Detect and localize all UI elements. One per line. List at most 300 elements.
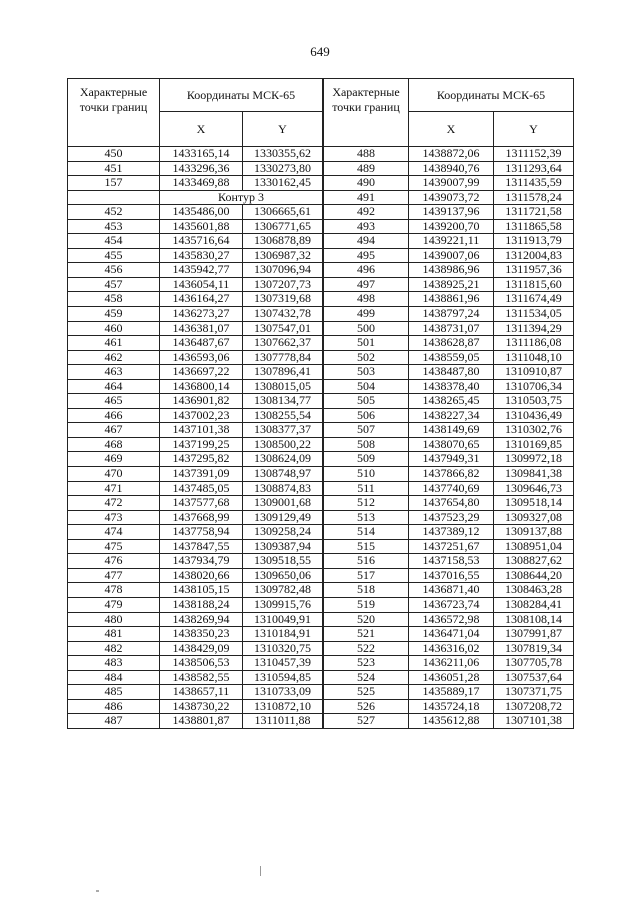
table-row bbox=[68, 437, 323, 452]
y-cell: 1311534,05 bbox=[494, 307, 574, 322]
point-cell: 525 bbox=[324, 685, 409, 700]
y-cell: 1307896,41 bbox=[243, 365, 323, 380]
point-cell: 502 bbox=[324, 350, 409, 365]
x-cell: 1439007,06 bbox=[409, 248, 494, 263]
table-row bbox=[324, 248, 574, 263]
x-cell: 1436487,67 bbox=[160, 336, 243, 351]
table-row bbox=[324, 670, 574, 685]
point-cell: 478 bbox=[68, 583, 160, 598]
scan-dot bbox=[96, 890, 99, 892]
y-cell: 1310320,75 bbox=[243, 641, 323, 656]
y-cell: 1307819,34 bbox=[494, 641, 574, 656]
table-row bbox=[68, 307, 323, 322]
y-cell: 1307991,87 bbox=[494, 627, 574, 642]
table-row bbox=[68, 685, 323, 700]
point-cell: 480 bbox=[68, 612, 160, 627]
table-row bbox=[324, 641, 574, 656]
point-cell: 479 bbox=[68, 597, 160, 612]
y-cell: 1309387,94 bbox=[243, 539, 323, 554]
x-cell: 1439137,96 bbox=[409, 205, 494, 220]
table-row bbox=[324, 597, 574, 612]
table-row bbox=[68, 481, 323, 496]
y-cell: 1310733,09 bbox=[243, 685, 323, 700]
x-cell: 1435724,18 bbox=[409, 699, 494, 714]
table-row bbox=[324, 525, 574, 540]
point-cell: 511 bbox=[324, 481, 409, 496]
x-cell: 1436871,40 bbox=[409, 583, 494, 598]
y-cell: 1307662,37 bbox=[243, 336, 323, 351]
point-cell: 526 bbox=[324, 699, 409, 714]
point-cell: 456 bbox=[68, 263, 160, 278]
y-header: Y bbox=[494, 112, 574, 147]
y-cell: 1330355,62 bbox=[243, 147, 323, 162]
table-row bbox=[68, 525, 323, 540]
point-cell: 515 bbox=[324, 539, 409, 554]
point-cell: 512 bbox=[324, 496, 409, 511]
x-cell: 1435942,77 bbox=[160, 263, 243, 278]
x-cell: 1438801,87 bbox=[160, 714, 243, 729]
point-cell: 467 bbox=[68, 423, 160, 438]
x-cell: 1438657,11 bbox=[160, 685, 243, 700]
x-cell: 1438487,80 bbox=[409, 365, 494, 380]
point-cell: 471 bbox=[68, 481, 160, 496]
x-cell: 1438986,96 bbox=[409, 263, 494, 278]
point-cell: 513 bbox=[324, 510, 409, 525]
x-cell: 1433469,88 bbox=[160, 176, 243, 191]
y-cell: 1330162,45 bbox=[243, 176, 323, 191]
y-cell: 1308134,77 bbox=[243, 394, 323, 409]
x-cell: 1439007,99 bbox=[409, 176, 494, 191]
table-row bbox=[68, 234, 323, 249]
table-row bbox=[68, 161, 323, 176]
point-cell: 469 bbox=[68, 452, 160, 467]
y-cell: 1310594,85 bbox=[243, 670, 323, 685]
y-cell: 1308255,54 bbox=[243, 408, 323, 423]
coords-header: Координаты МСК-65 bbox=[160, 79, 323, 112]
table-row bbox=[68, 394, 323, 409]
x-cell: 1436697,22 bbox=[160, 365, 243, 380]
table-row bbox=[68, 714, 323, 729]
x-cell: 1436273,27 bbox=[160, 307, 243, 322]
x-cell: 1436593,06 bbox=[160, 350, 243, 365]
y-cell: 1307096,94 bbox=[243, 263, 323, 278]
x-cell: 1438861,96 bbox=[409, 292, 494, 307]
table-row bbox=[68, 496, 323, 511]
coords-header: Координаты МСК-65 bbox=[409, 79, 574, 112]
table-row bbox=[324, 292, 574, 307]
x-cell: 1436211,06 bbox=[409, 656, 494, 671]
point-cell: 472 bbox=[68, 496, 160, 511]
y-cell: 1310910,87 bbox=[494, 365, 574, 380]
y-cell: 1310457,39 bbox=[243, 656, 323, 671]
point-cell: 490 bbox=[324, 176, 409, 191]
y-cell: 1311186,08 bbox=[494, 336, 574, 351]
y-cell: 1309129,49 bbox=[243, 510, 323, 525]
point-cell: 509 bbox=[324, 452, 409, 467]
x-cell: 1437847,55 bbox=[160, 539, 243, 554]
x-cell: 1437002,23 bbox=[160, 408, 243, 423]
x-header: X bbox=[409, 112, 494, 147]
table-row bbox=[324, 481, 574, 496]
point-cell: 519 bbox=[324, 597, 409, 612]
table-row bbox=[68, 670, 323, 685]
table-row bbox=[324, 307, 574, 322]
y-cell: 1309915,76 bbox=[243, 597, 323, 612]
x-cell: 1437389,12 bbox=[409, 525, 494, 540]
y-cell: 1306665,61 bbox=[243, 205, 323, 220]
y-cell: 1307207,73 bbox=[243, 277, 323, 292]
point-cell: 453 bbox=[68, 219, 160, 234]
y-cell: 1308463,28 bbox=[494, 583, 574, 598]
table-row bbox=[324, 496, 574, 511]
x-cell: 1437949,31 bbox=[409, 452, 494, 467]
y-cell: 1311815,60 bbox=[494, 277, 574, 292]
table-row bbox=[324, 685, 574, 700]
x-cell: 1437016,55 bbox=[409, 568, 494, 583]
table-row bbox=[324, 612, 574, 627]
y-cell: 1307778,84 bbox=[243, 350, 323, 365]
table-body-right bbox=[324, 147, 574, 729]
y-cell: 1311957,36 bbox=[494, 263, 574, 278]
table-row bbox=[324, 234, 574, 249]
x-cell: 1438797,24 bbox=[409, 307, 494, 322]
table-row bbox=[324, 365, 574, 380]
x-cell: 1437391,09 bbox=[160, 467, 243, 482]
y-cell: 1309972,18 bbox=[494, 452, 574, 467]
y-cell: 1307547,01 bbox=[243, 321, 323, 336]
x-cell: 1437668,99 bbox=[160, 510, 243, 525]
point-cell: 504 bbox=[324, 379, 409, 394]
x-cell: 1437101,38 bbox=[160, 423, 243, 438]
x-cell: 1438020,66 bbox=[160, 568, 243, 583]
table-row bbox=[68, 423, 323, 438]
y-cell: 1311913,79 bbox=[494, 234, 574, 249]
y-cell: 1309327,08 bbox=[494, 510, 574, 525]
table-row bbox=[324, 263, 574, 278]
x-cell: 1433165,14 bbox=[160, 147, 243, 162]
table-row bbox=[68, 263, 323, 278]
x-cell: 1438149,69 bbox=[409, 423, 494, 438]
table-row bbox=[68, 568, 323, 583]
point-cell: 468 bbox=[68, 437, 160, 452]
y-cell: 1308377,37 bbox=[243, 423, 323, 438]
point-cell: 486 bbox=[68, 699, 160, 714]
page-number: 649 bbox=[310, 44, 330, 59]
scan-mark bbox=[260, 866, 261, 876]
point-cell: 476 bbox=[68, 554, 160, 569]
table-row bbox=[68, 539, 323, 554]
table-row bbox=[324, 161, 574, 176]
x-cell: 1435601,88 bbox=[160, 219, 243, 234]
point-cell: 492 bbox=[324, 205, 409, 220]
point-cell: 527 bbox=[324, 714, 409, 729]
table-row bbox=[324, 423, 574, 438]
y-cell: 1330273,80 bbox=[243, 161, 323, 176]
points-header: Характерные точки границ bbox=[68, 79, 160, 147]
table-row bbox=[68, 190, 323, 205]
y-cell: 1307705,78 bbox=[494, 656, 574, 671]
x-cell: 1438350,23 bbox=[160, 627, 243, 642]
point-cell: 455 bbox=[68, 248, 160, 263]
y-cell: 1311578,24 bbox=[494, 190, 574, 205]
y-cell: 1307371,75 bbox=[494, 685, 574, 700]
point-cell: 507 bbox=[324, 423, 409, 438]
point-cell: 501 bbox=[324, 336, 409, 351]
y-header: Y bbox=[243, 112, 323, 147]
x-cell: 1435889,17 bbox=[409, 685, 494, 700]
point-cell: 508 bbox=[324, 437, 409, 452]
y-cell: 1310436,49 bbox=[494, 408, 574, 423]
point-cell: 493 bbox=[324, 219, 409, 234]
table-row bbox=[324, 714, 574, 729]
x-header: X bbox=[160, 112, 243, 147]
x-cell: 1436381,07 bbox=[160, 321, 243, 336]
point-cell: 474 bbox=[68, 525, 160, 540]
point-cell: 498 bbox=[324, 292, 409, 307]
table-row bbox=[324, 277, 574, 292]
table-row bbox=[68, 699, 323, 714]
x-cell: 1438730,22 bbox=[160, 699, 243, 714]
y-cell: 1309001,68 bbox=[243, 496, 323, 511]
x-cell: 1437758,94 bbox=[160, 525, 243, 540]
point-cell: 485 bbox=[68, 685, 160, 700]
point-cell: 482 bbox=[68, 641, 160, 656]
table-row bbox=[68, 336, 323, 351]
y-cell: 1310049,91 bbox=[243, 612, 323, 627]
x-cell: 1438559,05 bbox=[409, 350, 494, 365]
y-cell: 1311394,29 bbox=[494, 321, 574, 336]
x-cell: 1435716,64 bbox=[160, 234, 243, 249]
table-row bbox=[324, 336, 574, 351]
point-cell: 475 bbox=[68, 539, 160, 554]
point-cell: 524 bbox=[324, 670, 409, 685]
table-row bbox=[324, 190, 574, 205]
x-cell: 1436723,74 bbox=[409, 597, 494, 612]
y-cell: 1309646,73 bbox=[494, 481, 574, 496]
point-cell: 483 bbox=[68, 656, 160, 671]
x-cell: 1438188,24 bbox=[160, 597, 243, 612]
table-row bbox=[68, 641, 323, 656]
table-row bbox=[68, 292, 323, 307]
point-cell: 488 bbox=[324, 147, 409, 162]
table-row bbox=[324, 583, 574, 598]
x-cell: 1438269,94 bbox=[160, 612, 243, 627]
y-cell: 1309650,06 bbox=[243, 568, 323, 583]
x-cell: 1437866,82 bbox=[409, 467, 494, 482]
point-cell: 484 bbox=[68, 670, 160, 685]
table-row bbox=[68, 467, 323, 482]
table-row bbox=[324, 510, 574, 525]
x-cell: 1435830,27 bbox=[160, 248, 243, 263]
x-cell: 1436164,27 bbox=[160, 292, 243, 307]
point-cell: 510 bbox=[324, 467, 409, 482]
x-cell: 1437251,67 bbox=[409, 539, 494, 554]
point-cell: 464 bbox=[68, 379, 160, 394]
y-cell: 1308827,62 bbox=[494, 554, 574, 569]
y-cell: 1307537,64 bbox=[494, 670, 574, 685]
x-cell: 1436054,11 bbox=[160, 277, 243, 292]
point-cell: 522 bbox=[324, 641, 409, 656]
point-cell: 489 bbox=[324, 161, 409, 176]
point-cell: 487 bbox=[68, 714, 160, 729]
contour-label: Контур 3 bbox=[160, 190, 323, 205]
table-row bbox=[68, 408, 323, 423]
table-row bbox=[324, 452, 574, 467]
point-cell: 503 bbox=[324, 365, 409, 380]
y-cell: 1310169,85 bbox=[494, 437, 574, 452]
point-cell: 451 bbox=[68, 161, 160, 176]
y-cell: 1308284,41 bbox=[494, 597, 574, 612]
y-cell: 1306771,65 bbox=[243, 219, 323, 234]
y-cell: 1308624,09 bbox=[243, 452, 323, 467]
x-cell: 1437654,80 bbox=[409, 496, 494, 511]
point-cell: 157 bbox=[68, 176, 160, 191]
y-cell: 1311865,58 bbox=[494, 219, 574, 234]
table-row bbox=[324, 627, 574, 642]
coordinates-table-left bbox=[67, 78, 323, 729]
x-cell: 1438506,53 bbox=[160, 656, 243, 671]
point-cell: 458 bbox=[68, 292, 160, 307]
x-cell: 1439221,11 bbox=[409, 234, 494, 249]
x-cell: 1438731,07 bbox=[409, 321, 494, 336]
point-cell: 460 bbox=[68, 321, 160, 336]
point-cell: 520 bbox=[324, 612, 409, 627]
x-cell: 1436316,02 bbox=[409, 641, 494, 656]
x-cell: 1437199,25 bbox=[160, 437, 243, 452]
x-cell: 1438582,55 bbox=[160, 670, 243, 685]
x-cell: 1436572,98 bbox=[409, 612, 494, 627]
y-cell: 1308644,20 bbox=[494, 568, 574, 583]
y-cell: 1311152,39 bbox=[494, 147, 574, 162]
x-cell: 1436051,28 bbox=[409, 670, 494, 685]
x-cell: 1437295,82 bbox=[160, 452, 243, 467]
x-cell: 1433296,36 bbox=[160, 161, 243, 176]
table-row bbox=[324, 205, 574, 220]
point-cell: 506 bbox=[324, 408, 409, 423]
table-row bbox=[68, 612, 323, 627]
y-cell: 1307208,72 bbox=[494, 699, 574, 714]
x-cell: 1438925,21 bbox=[409, 277, 494, 292]
x-cell: 1438227,34 bbox=[409, 408, 494, 423]
point-cell: 463 bbox=[68, 365, 160, 380]
point-cell: 461 bbox=[68, 336, 160, 351]
point-cell: 523 bbox=[324, 656, 409, 671]
table-row bbox=[68, 379, 323, 394]
x-cell: 1438940,76 bbox=[409, 161, 494, 176]
point-cell: 499 bbox=[324, 307, 409, 322]
point-cell: 462 bbox=[68, 350, 160, 365]
coordinates-tables bbox=[67, 78, 574, 729]
table-row bbox=[68, 554, 323, 569]
cell-empty bbox=[68, 190, 160, 205]
table-row bbox=[324, 656, 574, 671]
point-cell: 521 bbox=[324, 627, 409, 642]
x-cell: 1438070,65 bbox=[409, 437, 494, 452]
table-row bbox=[324, 568, 574, 583]
point-cell: 495 bbox=[324, 248, 409, 263]
y-cell: 1311674,49 bbox=[494, 292, 574, 307]
table-row bbox=[324, 394, 574, 409]
point-cell: 497 bbox=[324, 277, 409, 292]
x-cell: 1438265,45 bbox=[409, 394, 494, 409]
point-cell: 481 bbox=[68, 627, 160, 642]
x-cell: 1437934,79 bbox=[160, 554, 243, 569]
table-row bbox=[324, 554, 574, 569]
y-cell: 1311011,88 bbox=[243, 714, 323, 729]
y-cell: 1309518,55 bbox=[243, 554, 323, 569]
y-cell: 1309782,48 bbox=[243, 583, 323, 598]
point-cell: 477 bbox=[68, 568, 160, 583]
point-cell: 491 bbox=[324, 190, 409, 205]
y-cell: 1311293,64 bbox=[494, 161, 574, 176]
x-cell: 1436901,82 bbox=[160, 394, 243, 409]
table-row bbox=[324, 219, 574, 234]
y-cell: 1307101,38 bbox=[494, 714, 574, 729]
x-cell: 1438429,09 bbox=[160, 641, 243, 656]
table-row bbox=[324, 467, 574, 482]
y-cell: 1310706,34 bbox=[494, 379, 574, 394]
points-header: Характерные точки границ bbox=[324, 79, 409, 147]
table-row bbox=[68, 277, 323, 292]
table-row bbox=[324, 321, 574, 336]
y-cell: 1310872,10 bbox=[243, 699, 323, 714]
x-cell: 1435612,88 bbox=[409, 714, 494, 729]
point-cell: 518 bbox=[324, 583, 409, 598]
table-body-left bbox=[68, 147, 323, 729]
table-row bbox=[68, 350, 323, 365]
y-cell: 1308874,83 bbox=[243, 481, 323, 496]
table-row bbox=[68, 627, 323, 642]
y-cell: 1311721,58 bbox=[494, 205, 574, 220]
y-cell: 1309258,24 bbox=[243, 525, 323, 540]
table-row bbox=[68, 452, 323, 467]
table-row bbox=[324, 408, 574, 423]
point-cell: 500 bbox=[324, 321, 409, 336]
table-row bbox=[68, 248, 323, 263]
y-cell: 1309518,14 bbox=[494, 496, 574, 511]
y-cell: 1310302,76 bbox=[494, 423, 574, 438]
x-cell: 1437740,69 bbox=[409, 481, 494, 496]
table-row bbox=[68, 583, 323, 598]
x-cell: 1438628,87 bbox=[409, 336, 494, 351]
table-row bbox=[324, 176, 574, 191]
point-cell: 473 bbox=[68, 510, 160, 525]
y-cell: 1306878,89 bbox=[243, 234, 323, 249]
point-cell: 494 bbox=[324, 234, 409, 249]
table-row bbox=[68, 147, 323, 162]
x-cell: 1438872,06 bbox=[409, 147, 494, 162]
y-cell: 1308015,05 bbox=[243, 379, 323, 394]
x-cell: 1437485,05 bbox=[160, 481, 243, 496]
x-cell: 1437577,68 bbox=[160, 496, 243, 511]
table-row bbox=[68, 219, 323, 234]
x-cell: 1438105,15 bbox=[160, 583, 243, 598]
point-cell: 459 bbox=[68, 307, 160, 322]
x-cell: 1437523,29 bbox=[409, 510, 494, 525]
point-cell: 505 bbox=[324, 394, 409, 409]
y-cell: 1306987,32 bbox=[243, 248, 323, 263]
table-row bbox=[68, 205, 323, 220]
x-cell: 1437158,53 bbox=[409, 554, 494, 569]
y-cell: 1312004,83 bbox=[494, 248, 574, 263]
point-cell: 465 bbox=[68, 394, 160, 409]
point-cell: 450 bbox=[68, 147, 160, 162]
x-cell: 1438378,40 bbox=[409, 379, 494, 394]
point-cell: 454 bbox=[68, 234, 160, 249]
table-row bbox=[68, 365, 323, 380]
table-row bbox=[324, 147, 574, 162]
table-row bbox=[324, 539, 574, 554]
